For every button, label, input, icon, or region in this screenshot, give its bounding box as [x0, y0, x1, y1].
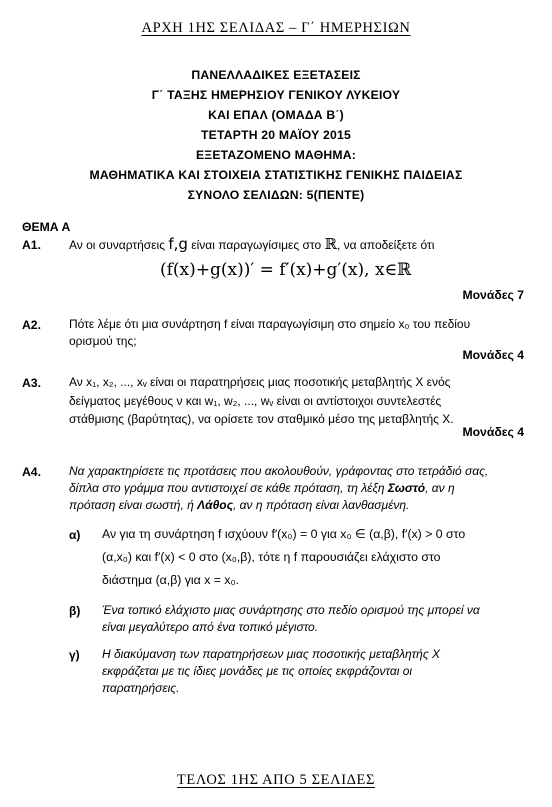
title-line-7: ΣΥΝΟΛΟ ΣΕΛΙΔΩΝ: 5(ΠΕΝΤΕ) — [187, 188, 365, 202]
a1-text-5: , να αποδείξετε ότι — [336, 238, 435, 252]
a1-text-3: είναι παραγωγίσιμες στο — [191, 238, 322, 252]
question-a2-number: Α2. — [22, 318, 41, 332]
title-line-5: ΕΞΕΤΑΖΟΜΕΝΟ ΜΑΘΗΜΑ: — [195, 148, 357, 162]
a4-item-b-line-2: είναι μεγαλύτερο από ένα τοπικό μέγιστο. — [102, 620, 319, 634]
title-line-4: ΤΕΤΑΡΤΗ 20 ΜΑΪΟΥ 2015 — [201, 128, 351, 142]
a4-item-a-line-2: (α,x₀) και f′(x) < 0 στο (x₀,β), τότε η f παρουσιάζει ελάχιστο στο — [102, 550, 441, 564]
a4-word-correct: Σωστό — [387, 481, 426, 495]
title-line-2: Γ΄ ΤΑΞΗΣ ΗΜΕΡΗΣΙΟΥ ΓΕΝΙΚΟΥ ΛΥΚΕΙΟΥ — [151, 88, 401, 102]
a4-intro-2: δίπλα στο γράμμα που αντιστοιχεί σε κάθε πρόταση, τη λέξη — [69, 481, 385, 495]
a4-item-c-line-3: παρατηρήσεις. — [102, 681, 180, 695]
question-a4-intro-line-1: Να χαρακτηρίσετε τις προτάσεις που ακολουθούν, γράφοντας στο τετράδιό σας, — [69, 464, 489, 478]
a1-text-1: Αν οι συναρτήσεις — [69, 238, 165, 252]
a4-item-c-line-1: Η διακύμανση των παρατηρήσεων μιας ποσοτικής μεταβλητής Χ — [102, 647, 441, 661]
section-title: ΘΕΜΑ Α — [22, 220, 71, 234]
question-a4-intro-line-3 — [69, 497, 529, 514]
a1-marks: Μονάδες 7 — [462, 288, 524, 302]
a4-item-c-line-2: εκφράζεται με τις ίδιες μονάδες με τις οποίες εκφράζονται οι — [102, 664, 413, 678]
a1-real-set-symbol: ℝ — [324, 235, 337, 253]
page-footer: ΤΕΛΟΣ 1ΗΣ ΑΠΟ 5 ΣΕΛΙΔΕΣ — [176, 772, 376, 788]
a4-item-c-label: γ) — [69, 648, 80, 662]
title-line-1: ΠΑΝΕΛΛΑΔΙΚΕΣ ΕΞΕΤΑΣΕΙΣ — [191, 68, 361, 82]
a4-intro-4: πρόταση είναι σωστή, ή — [69, 498, 194, 512]
question-a3-line-2: δείγματος μεγέθους ν και w₁, w₂, ..., wᵥ είναι οι αντίστοιχοι συντελεστές — [69, 394, 442, 408]
a4-item-b-label: β) — [69, 604, 81, 618]
a4-item-b-line-1: Ένα τοπικό ελάχιστο μιας συνάρτησης στο πεδίο ορισμού της μπορεί να — [102, 603, 480, 617]
title-line-3: ΚΑΙ ΕΠΑΛ (ΟΜΑΔΑ Β΄) — [208, 108, 344, 122]
question-a3-line-1: Αν x₁, x₂, ..., xᵥ είναι οι παρατηρήσεις μιας ποσοτικής μεταβλητής Χ ενός — [69, 375, 451, 389]
a4-item-a-line-3: διάστημα (α,β) για x = x₀. — [102, 573, 240, 587]
a4-intro-3: , αν η — [425, 481, 455, 495]
question-a1-number: Α1. — [22, 238, 41, 252]
question-a3-number: Α3. — [22, 376, 41, 390]
question-a3-line-3: στάθμισης (βαρύτητας), να ορίσετε τον σταθμικό μέσο της μεταβλητής Χ. — [69, 412, 454, 426]
title-line-6: ΜΑΘΗΜΑΤΙΚΑ ΚΑΙ ΣΤΟΙΧΕΙΑ ΣΤΑΤΙΣΤΙΚΗΣ ΓΕΝΙΚΗΣ ΠΑΙΔΕΙΑΣ — [89, 168, 463, 182]
a4-word-wrong: Λάθος — [197, 498, 234, 512]
a3-marks: Μονάδες 4 — [462, 425, 524, 439]
question-a4-number: Α4. — [22, 465, 41, 479]
question-a2-line-1: Πότε λέμε ότι μια συνάρτηση f είναι παραγωγίσιμη στο σημείο x₀ του πεδίου — [69, 317, 471, 331]
a4-item-a-label: α) — [69, 528, 81, 542]
a2-marks: Μονάδες 4 — [462, 348, 524, 362]
a4-item-a-line-1: Αν για τη συνάρτηση f ισχύουν f′(x₀) = 0 για x₀ ∈ (α,β), f′(x) > 0 στο — [102, 527, 466, 541]
question-a4-intro-line-2 — [69, 480, 539, 497]
question-a2-line-2: ορισμού της; — [69, 334, 137, 348]
a4-intro-5: , αν η πρόταση είναι λανθασμένη. — [233, 498, 410, 512]
a1-function-names: f,g — [168, 235, 188, 253]
page-header: ΑΡΧΗ 1ΗΣ ΣΕΛΙΔΑΣ – Γ΄ ΗΜΕΡΗΣΙΩΝ — [141, 20, 411, 36]
a1-formula: (f(x)+g(x))′ = f′(x)+g′(x), x∈ℝ — [160, 260, 412, 280]
question-a1-text — [69, 236, 529, 254]
